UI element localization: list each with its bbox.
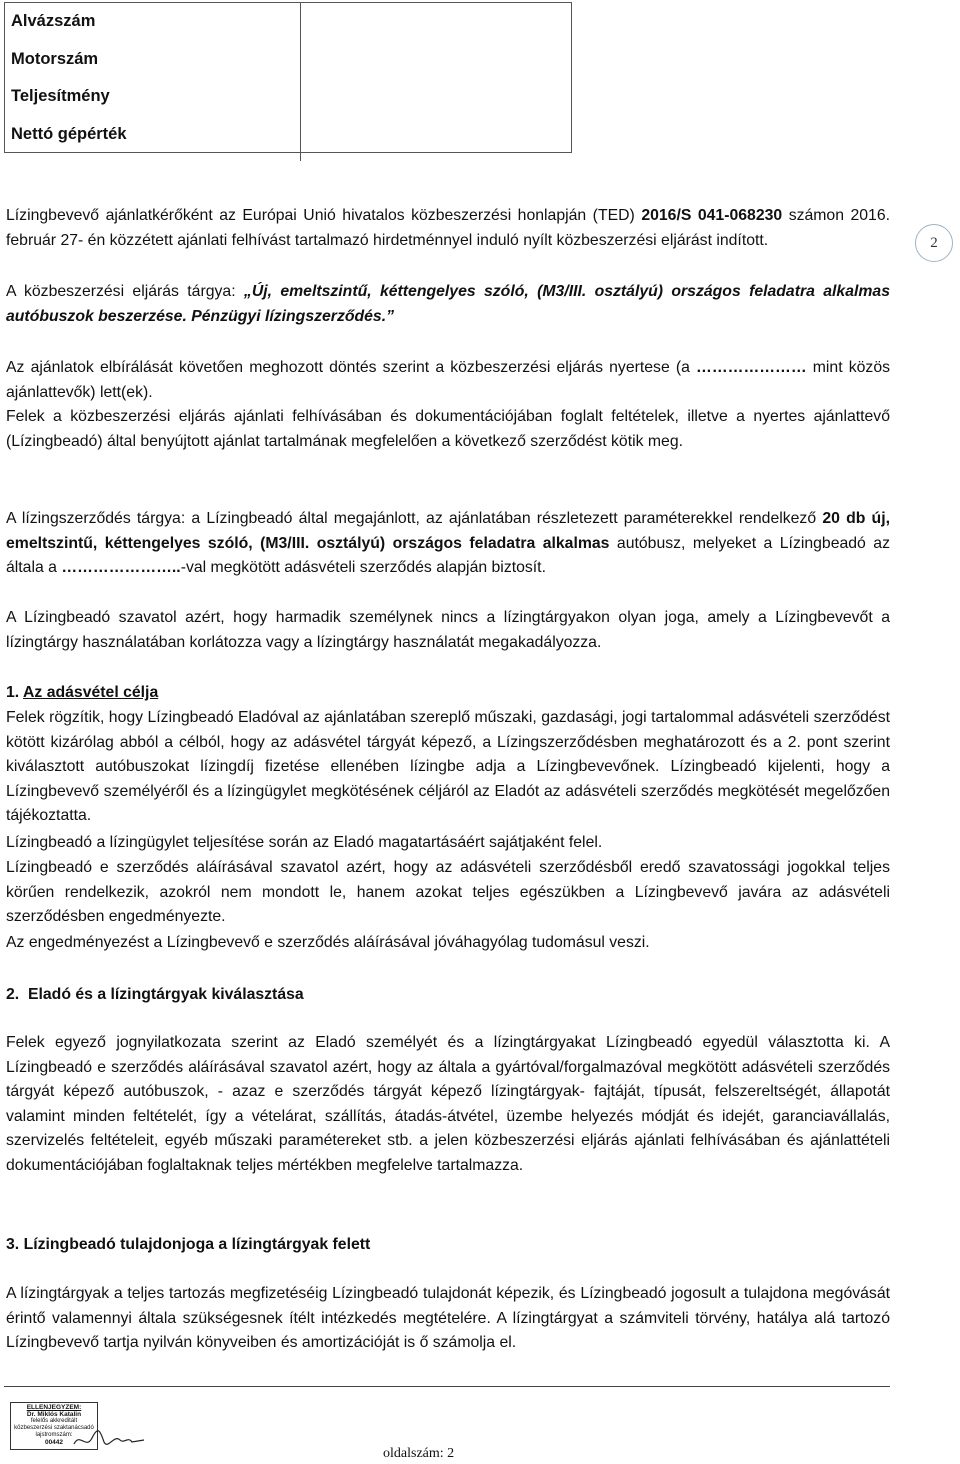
- section-1-heading: 1. Az adásvétel célja: [6, 684, 159, 701]
- section-1-paragraph-1: Felek rögzítik, hogy Lízingbeadó Eladóval az ajánlatában szereplő műszaki, gazdasági, jogi tartalommal adásvételi szerződést kötött kizárólag abból a célból, hogy az adásvétel tárgyát képező, a Lízingszerződésben meghatározott és a 2. pont szerint kiválasztott autóbuszokat lízingdíj fizetése ellenében lízingbe adja a Lízingbevevőnek. Lízingbeadó kijelenti, hogy a Lízingbevevő személyéről és a lízingügylet megkötésének céljáról az Eladót az adásvételi szerződés megkötését megelőzően tájékoztatta.: [6, 709, 890, 825]
- table-row-label: Teljesítmény: [11, 87, 110, 105]
- section-1-paragraph-3: Lízingbeadó e szerződés aláírásával szavatol azért, hogy az adásvételi szerződésből eredő szavatossági jogokkal teljes körűen rendelkezik, azokról nem mondott le, hanem azokat teljes egészükben a Lízingbevevő javára az adásvételi szerződésben engedményezte.: [6, 859, 890, 926]
- section-1-paragraph-4: Az engedményezést a Lízingbevevő e szerződés aláírásával jóváhagyólag tudomásul veszi.: [6, 934, 650, 951]
- warranty-paragraph: A Lízingbeadó szavatol azért, hogy harmadik személynek nincs a lízingtárgyakon olyan joga, amely a Lízingbevevőt a lízingtárgy használatában korlátozza vagy a lízingtárgy használatát megakadályozza.: [6, 609, 890, 651]
- section-2-paragraph-1: Felek egyező jognyilatkozata szerint az Eladó személyét és a lízingtárgyakat Lízingbeadó egyedül választotta ki. A Lízingbeadó e szerződés aláírásával szavatol azért, hogy az általa a gyártóval/forgalmazóval megkötött adásvételi szerződés tárgyát képező autóbuszok, - azaz e szerződés tárgyát képező lízingtárgyak- fajtáját, típusát, felszereltségét, állapotát valamint minden feltételét, így a vételárat, szállítás, átadás-átvétel, üzembe helyezés módját és idejét, garanciavállalás, szervizelés feltételeit, egyéb műszaki paramétereket stb. a jelen közbeszerzési eljárás ajánlati felhívásában és ajánlattételi dokumentációjában foglaltaknak teljes mértékben megfelelve tartalmazza.: [6, 1034, 890, 1174]
- section-1-paragraph-2: Lízingbeadó a lízingügylet teljesítése során az Eladó magatartásáért sajátjaként felel.: [6, 834, 603, 851]
- award-paragraph-2: Felek a közbeszerzési eljárás ajánlati felhívásában és dokumentációjában foglalt feltételek, illetve a nyertes ajánlattevő (Lízingbeadó) által benyújtott ajánlat tartalmának megfelelően a következő szerződést kötik meg.: [6, 408, 890, 450]
- footer-divider: [4, 1386, 890, 1387]
- vehicle-data-table: [4, 2, 572, 153]
- section-3-paragraph-1: A lízingtárgyak a teljes tartozás megfizetéséig Lízingbeadó tulajdonát képezik, és Lízingbeadó jogosult a tulajdona megóvását érintő valamennyi általa szükségesnek ítélt intézkedés megtételére. A lízingtárgyat a számviteli törvény, hatálya alá tartozó Lízingbevevő tartja nyilván könyveiben és amortizációját is ő számolja el.: [6, 1285, 890, 1352]
- award-paragraph: Az ajánlatok elbírálását követően meghozott döntés szerint a közbeszerzési eljárás nyertese (a ………………… mint közös ajánlattevők) lett(ek).: [6, 359, 891, 401]
- section-2-heading: 2. Eladó és a lízingtárgyak kiválasztása: [6, 986, 304, 1003]
- signature-icon: [70, 1422, 150, 1454]
- table-row-label: Alvázszám: [11, 12, 96, 30]
- section-3-heading: 3. Lízingbeadó tulajdonjoga a lízingtárgyak felett: [6, 1236, 371, 1253]
- procurement-subject: A közbeszerzési eljárás tárgya: „Új, emeltszintű, kéttengelyes szóló, (M3/III. osztályú) országos feladatra alkalmas autóbuszok beszerzése. Pénzügyi lízingszerződés.”: [6, 283, 890, 325]
- page-marker: 2: [915, 224, 953, 262]
- countersign-stamp: ELLENJEGYZEM: Dr. Miklós Katalin felelős akkreditált közbeszerzési szaktanácsadó lajstromszám: 00442: [10, 1402, 98, 1450]
- table-label-column: [5, 3, 301, 161]
- table-value-column: [301, 3, 571, 161]
- page-number: oldalszám: 2: [383, 1446, 455, 1461]
- table-row-label: Motorszám: [11, 49, 99, 68]
- lease-subject-paragraph: A lízingszerződés tárgya: a Lízingbeadó által megajánlott, az ajánlatában részletezett paraméterekkel rendelkező 20 db új, emeltszintű, kéttengelyes szóló, (M3/III. osztályú) országos feladatra alkalmas autóbusz, melyeket a Lízingbeadó az általa a …………………..-val megkötött adásvételi szerződés alapján biztosít.: [6, 510, 890, 577]
- intro-paragraph: Lízingbevevő ajánlatkérőként az Európai Unió hivatalos közbeszerzési honlapján (TED) 2016/S 041-068230 számon 2016. február 27- én közzétett ajánlati felhívást tartalmazó hirdetménnyel induló nyílt közbeszerzési eljárást indított.: [6, 207, 891, 249]
- table-row-label: Nettó gépérték: [11, 124, 127, 143]
